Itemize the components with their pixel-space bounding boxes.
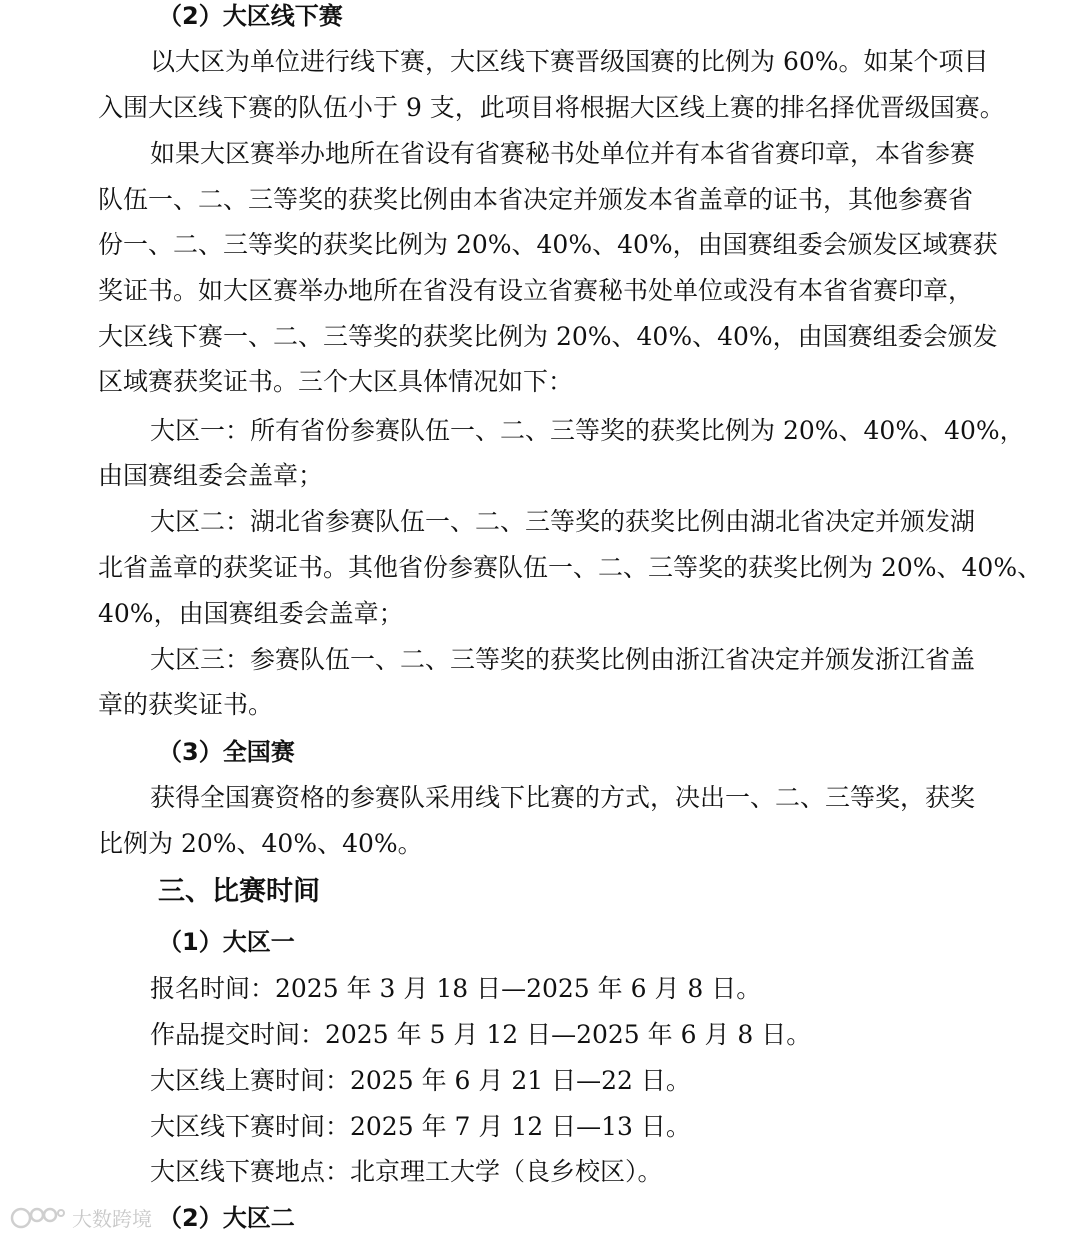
schedule-line: 报名时间：2025 年 3 月 18 日—2025 年 6 月 8 日。 <box>150 974 762 1003</box>
paragraph-line: 章的获奖证书。 <box>98 690 274 719</box>
paragraph-line: 由国赛组委会盖章； <box>98 461 324 490</box>
section-heading-schedule: 三、比赛时间 <box>158 876 320 907</box>
paragraph-line: 入围大区线下赛的队伍小于 9 支，此项目将根据大区线上赛的排名择优晋级国赛。 <box>98 93 1005 122</box>
watermark <box>10 1203 152 1232</box>
paragraph-line: 队伍一、二、三等奖的获奖比例由本省决定并颁发本省盖章的证书，其他参赛省 <box>98 185 974 214</box>
paragraph-line: 大区线下赛一、二、三等奖的获奖比例为 20%、40%、40%，由国赛组委会颁发 <box>98 322 998 351</box>
schedule-line: 大区线下赛地点：北京理工大学（良乡校区）。 <box>150 1157 663 1186</box>
watermark-text: 大数跨境 <box>72 1207 152 1231</box>
paragraph-line: 获得全国赛资格的参赛队采用线下比赛的方式，决出一、二、三等奖，获奖 <box>150 783 976 812</box>
schedule-line: 作品提交时间：2025 年 5 月 12 日—2025 年 6 月 8 日。 <box>150 1020 812 1049</box>
schedule-line: 大区线上赛时间：2025 年 6 月 21 日—22 日。 <box>150 1066 691 1095</box>
schedule-line: 大区线下赛时间：2025 年 7 月 12 日—13 日。 <box>150 1112 691 1141</box>
paragraph-line: 大区一：所有省份参赛队伍一、二、三等奖的获奖比例为 20%、40%、40%， <box>150 416 1025 445</box>
paragraph-line: 奖证书。如大区赛举办地所在省没有设立省赛秘书处单位或没有本省省赛印章， <box>98 276 974 305</box>
paragraph-line: 大区二：湖北省参赛队伍一、二、三等奖的获奖比例由湖北省决定并颁发湖 <box>150 507 976 536</box>
paragraph-line: 比例为 20%、40%、40%。 <box>98 829 423 858</box>
paragraph-line: 区域赛获奖证书。三个大区具体情况如下： <box>98 367 574 396</box>
paragraph-line: 以大区为单位进行线下赛，大区线下赛晋级国赛的比例为 60%。如某个项目 <box>150 47 989 76</box>
subheading-regional-offline: （2）大区线下赛 <box>158 2 343 30</box>
paragraph-line: 大区三：参赛队伍一、二、三等奖的获奖比例由浙江省决定并颁发浙江省盖 <box>150 645 976 674</box>
subheading-national: （3）全国赛 <box>158 738 295 766</box>
paragraph-line: 北省盖章的获奖证书。其他省份参赛队伍一、二、三等奖的获奖比例为 20%、40%、 <box>98 553 1043 582</box>
subheading-region-two: （2）大区二 <box>158 1204 295 1232</box>
paragraph-line: 如果大区赛举办地所在省设有省赛秘书处单位并有本省省赛印章，本省参赛 <box>150 139 976 168</box>
watermark-logo-icon <box>10 1205 66 1231</box>
subheading-region-one: （1）大区一 <box>158 928 295 956</box>
paragraph-line: 份一、二、三等奖的获奖比例为 20%、40%、40%，由国赛组委会颁发区域赛获 <box>98 230 998 259</box>
paragraph-line: 40%，由国赛组委会盖章； <box>98 599 404 628</box>
